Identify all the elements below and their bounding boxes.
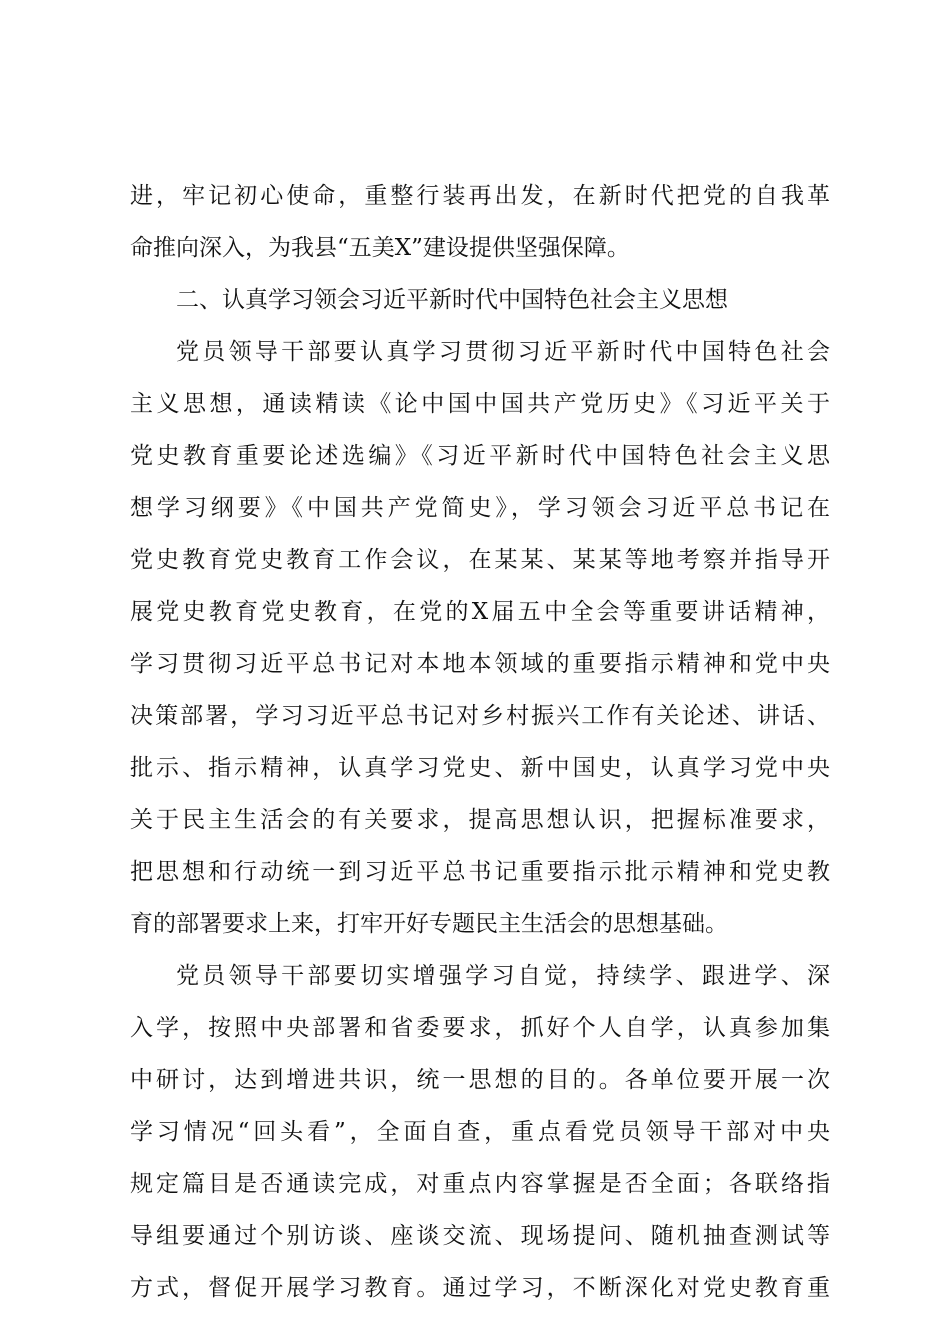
document-body (130, 170, 830, 1314)
paragraph-line: 方式，督促开展学习教育。通过学习，不断深化对党史教育重 (130, 1275, 830, 1301)
paragraph-line: 入学，按照中央部署和省委要求，抓好个人自学，认真参加集 (130, 1015, 830, 1041)
paragraph-line: 主义思想，通读精读《论中国中国共产党历史》《习近平关于 (130, 391, 830, 417)
paragraph-line: 规定篇目是否通读完成，对重点内容掌握是否全面；各联络指 (130, 1171, 830, 1197)
paragraph-line: 学习贯彻习近平总书记对本地本领域的重要指示精神和党中央 (130, 651, 830, 677)
paragraph-line: 育的部署要求上来，打牢开好专题民主生活会的思想基础。 (130, 911, 728, 937)
paragraph-line: 关于民主生活会的有关要求，提高思想认识，把握标准要求， (130, 807, 830, 833)
paragraph-line: 把思想和行动统一到习近平总书记重要指示批示精神和党史教 (130, 859, 830, 885)
paragraph-line: 命推向深入，为我县“五美X”建设提供坚强保障。 (130, 235, 630, 261)
paragraph-line: 中研讨，达到增进共识，统一思想的目的。各单位要开展一次 (130, 1067, 830, 1093)
paragraph-line: 展党史教育党史教育，在党的X届五中全会等重要讲话精神， (130, 599, 830, 625)
paragraph-line: 进，牢记初心使命，重整行装再出发，在新时代把党的自我革 (130, 183, 830, 209)
paragraph-line: 想学习纲要》《中国共产党简史》，学习领会习近平总书记在 (130, 495, 830, 521)
section-heading: 二、认真学习领会习近平新时代中国特色社会主义思想 (176, 287, 728, 313)
paragraph-line: 导组要通过个别访谈、座谈交流、现场提问、随机抽查测试等 (130, 1223, 830, 1249)
paragraph-line: 批示、指示精神，认真学习党史、新中国史，认真学习党中央 (130, 755, 830, 781)
paragraph-line: 党史教育重要论述选编》《习近平新时代中国特色社会主义思 (130, 443, 830, 469)
paragraph-line: 学习情况“回头看”，全面自查，重点看党员领导干部对中央 (130, 1119, 830, 1145)
paragraph-line: 党员领导干部要认真学习贯彻习近平新时代中国特色社会 (176, 339, 830, 365)
paragraph-line: 党史教育党史教育工作会议，在某某、某某等地考察并指导开 (130, 547, 830, 573)
paragraph-line: 党员领导干部要切实增强学习自觉，持续学、跟进学、深 (176, 963, 830, 989)
paragraph-line: 决策部署，学习习近平总书记对乡村振兴工作有关论述、讲话、 (130, 703, 830, 729)
